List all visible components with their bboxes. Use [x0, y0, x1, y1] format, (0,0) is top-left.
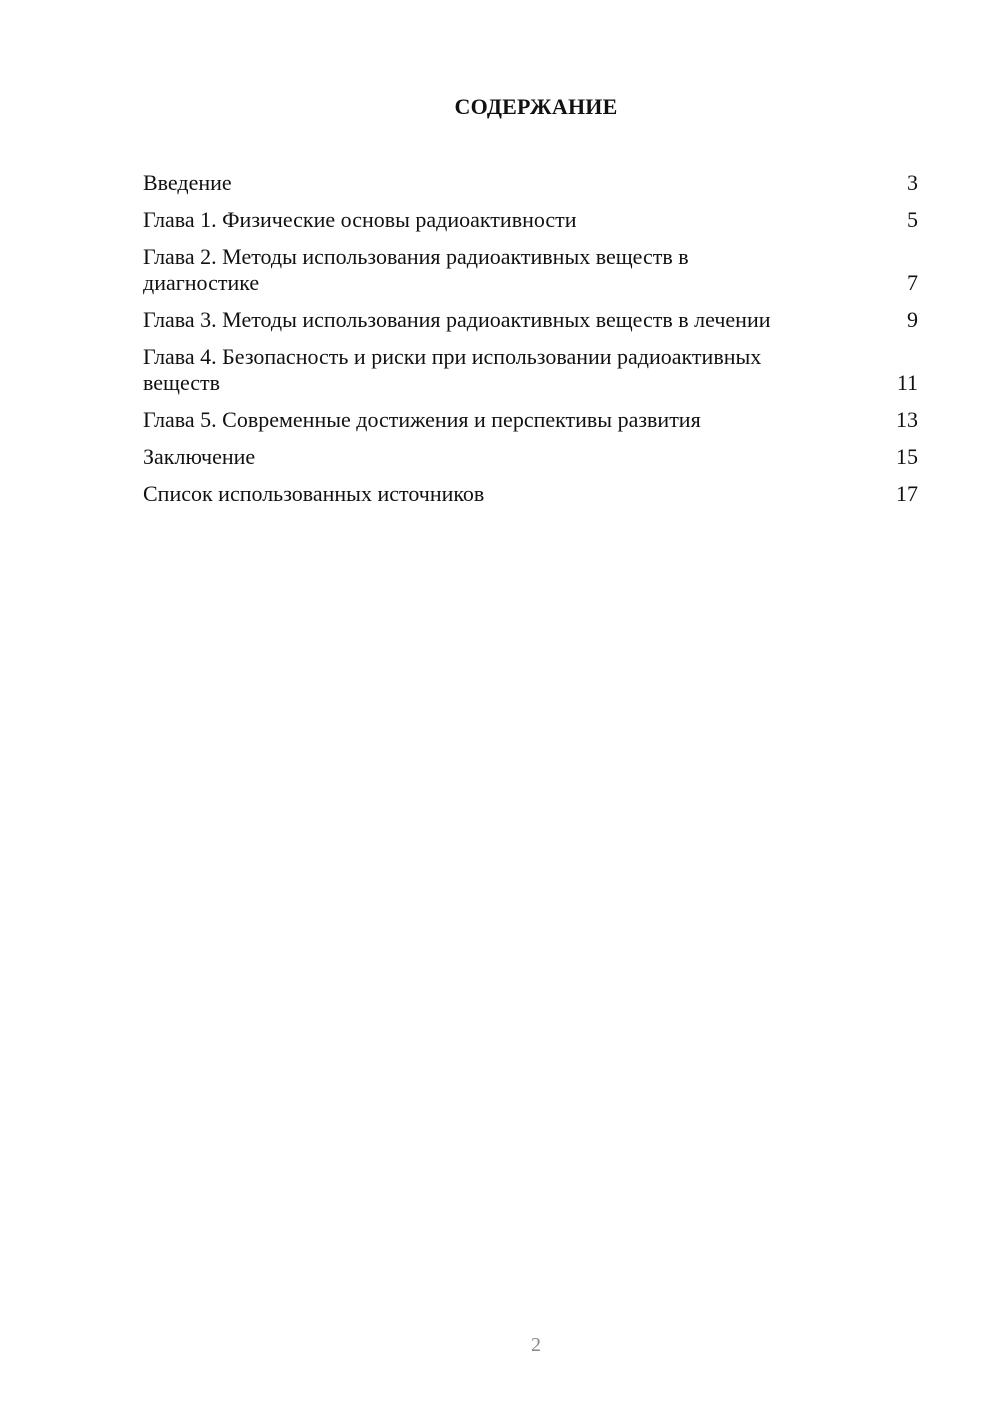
page-title: СОДЕРЖАНИЕ	[454, 94, 618, 119]
toc-entry-title: Глава 2. Методы использования радиоактивных веществ в диагностике	[143, 244, 689, 295]
toc-entry-chapter-2	[143, 244, 918, 296]
toc-entry-page: 5	[907, 207, 918, 232]
toc-entry-chapter-3	[143, 307, 918, 333]
toc-entry-introduction	[143, 170, 918, 196]
toc-entry-page: 17	[896, 481, 918, 506]
toc-entry-page: 11	[896, 370, 918, 395]
toc-entry-conclusion	[143, 444, 918, 470]
toc-entry-title: Глава 3. Методы использования радиоактивных веществ в лечении	[143, 307, 771, 332]
toc-entry-chapter-4	[143, 344, 918, 396]
toc-entry-page: 15	[896, 444, 918, 469]
toc-entry-title: Введение	[143, 170, 232, 195]
toc-entry-chapter-5	[143, 407, 918, 433]
toc-entry-page: 3	[907, 170, 918, 195]
toc-entry-page: 7	[907, 270, 918, 295]
toc-entry-chapter-1	[143, 207, 918, 233]
toc-entry-title: Заключение	[143, 444, 256, 469]
toc-entry-references	[143, 481, 918, 507]
toc-entry-page: 9	[907, 307, 918, 332]
toc-entry-title: Глава 1. Физические основы радиоактивности	[143, 207, 577, 232]
page-number: 2	[531, 1334, 541, 1356]
table-of-contents	[143, 170, 918, 518]
toc-entry-title: Список использованных источников	[143, 481, 485, 506]
toc-entry-page: 13	[896, 407, 918, 432]
toc-entry-title: Глава 4. Безопасность и риски при использовании радиоактивных веществ	[143, 344, 762, 395]
toc-entry-title: Глава 5. Современные достижения и перспективы развития	[143, 407, 701, 432]
